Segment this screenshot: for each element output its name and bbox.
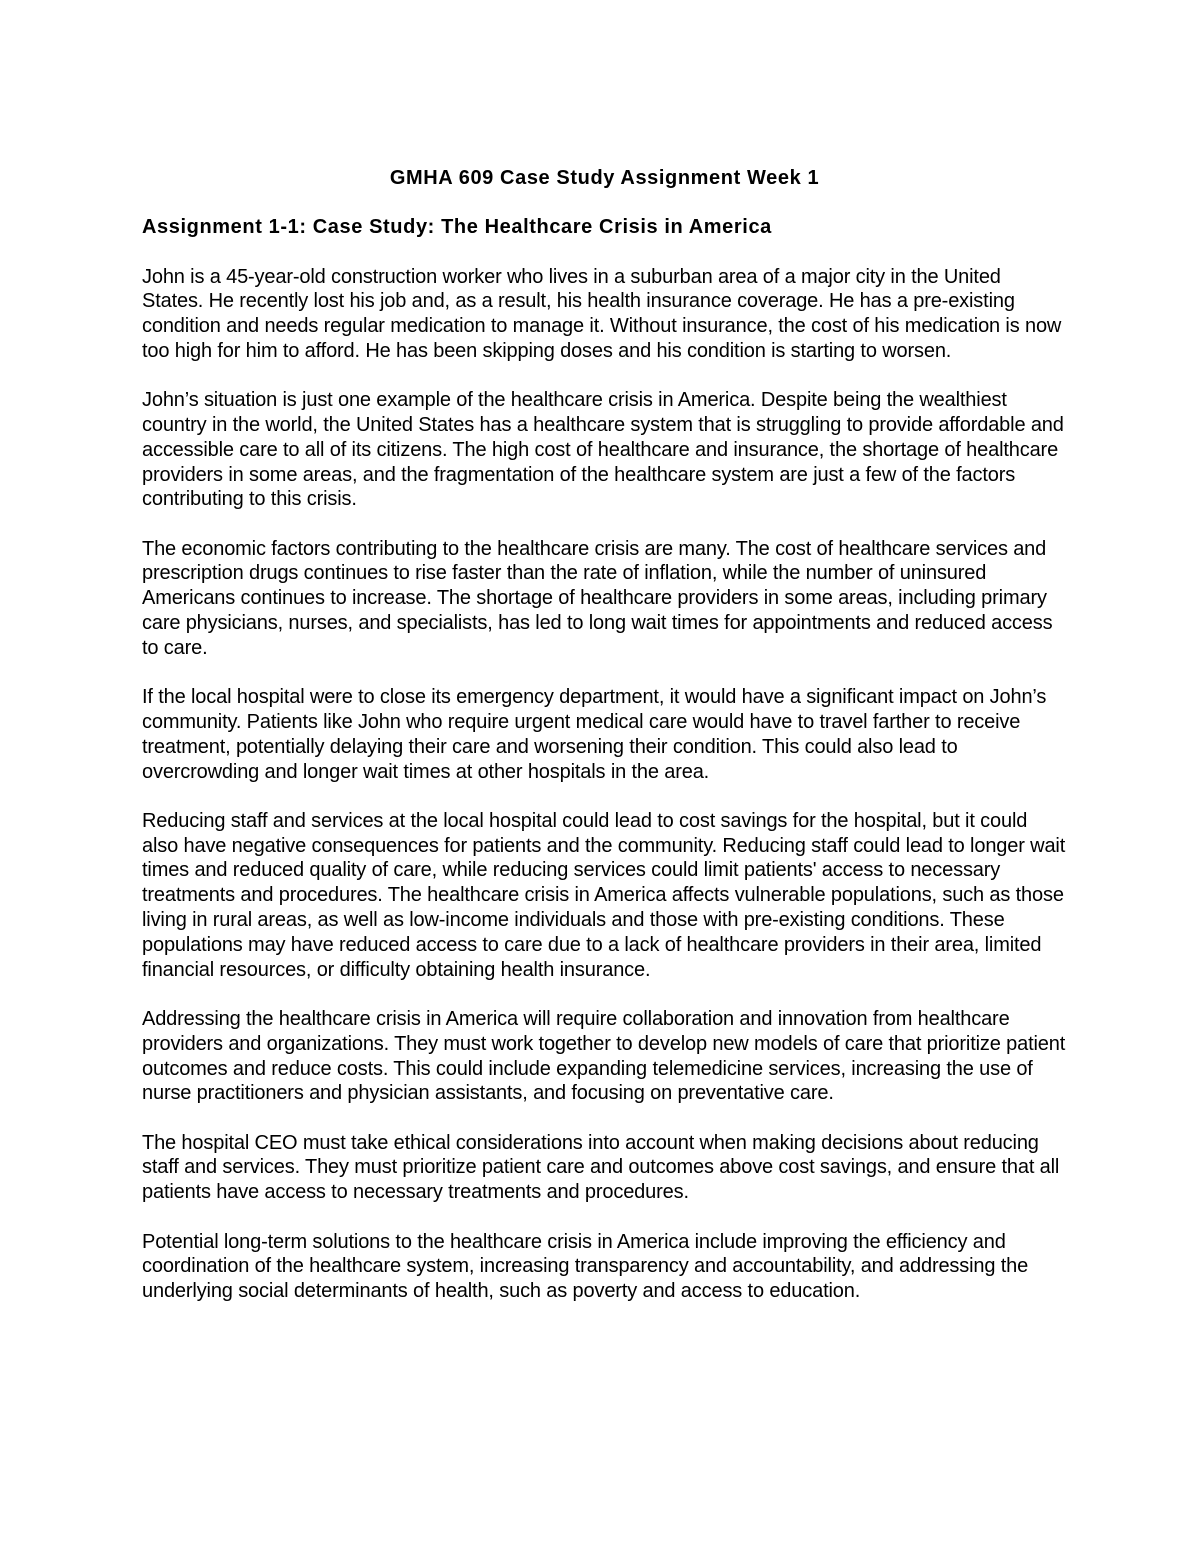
paragraph-emergency-department: If the local hospital were to close its emergency department, it would have a significant impact on John’s community. Patients like John who require urgent medical care would have to travel farther to receive treatment, potentially delaying their care and worsening their condition. This could also lead to overcrowding and longer wait times at other hospitals in the area. [142,686,1047,783]
paragraph-long-term-solutions: Potential long-term solutions to the healthcare crisis in America include improving the efficiency and coordination of the healthcare system, increasing transparency and accountability, and addressing the underlying social determinants of health, such as poverty and access to education. [142,1230,1029,1303]
paragraph-economic-factors: The economic factors contributing to the healthcare crisis are many. The cost of healthcare services and prescription drugs continues to rise faster than the rate of inflation, while the number of uninsured Americans continues to increase. The shortage of healthcare providers in some areas, including primary care physicians, nurses, and specialists, has led to long wait times for appointments and reduced access to care. [142,537,1053,659]
paragraph-addressing-crisis: Addressing the healthcare crisis in America will require collaboration and innovation from healthcare providers and organizations. They must work together to develop new models of care that prioritize patient outcomes and reduce costs. This could include expanding telemedicine services, increasing the use of nurse practitioners and physician assistants, and focusing on preventative care. [142,1007,1066,1105]
document-title: GMHA 609 Case Study Assignment Week 1 [389,167,820,189]
assignment-heading: Assignment 1-1: Case Study: The Healthcare Crisis in America [142,216,772,238]
paragraph-reducing-staff: Reducing staff and services at the local hospital could lead to cost savings for the hospital, but it could also have negative consequences for patients and the community. Reducing staff could lead to longer wait times and reduced quality of care, while reducing services could limit patients' access to necessary treatments and procedures. The healthcare crisis in America affects vulnerable populations, such as those living in rural areas, as well as low-income individuals and those with pre-existing conditions. These populations may have reduced access to care due to a lack of healthcare providers in their area, limited financial resources, or difficulty obtaining health insurance. [142,809,1066,981]
paragraph-john-situation: John is a 45-year-old construction worker who lives in a suburban area of a major city in the United States. He recently lost his job and, as a result, his health insurance coverage. He has a pre-existing condition and needs regular medication to manage it. Without insurance, the cost of his medication is now too high for him to afford. He has been skipping doses and his condition is starting to worsen. [142,265,1062,362]
paragraph-crisis-example: John’s situation is just one example of the healthcare crisis in America. Despite being the wealthiest country in the world, the United States has a healthcare system that is struggling to provide affordable and accessible care to all of its citizens. The high cost of healthcare and insurance, the shortage of healthcare providers in some areas, and the fragmentation of the healthcare system are just a few of the factors contributing to this crisis. [142,389,1064,511]
paragraph-ceo-ethics: The hospital CEO must take ethical considerations into account when making decisions about reducing staff and services. They must prioritize patient care and outcomes above cost savings, and ensure that all patients have access to necessary treatments and procedures. [142,1131,1060,1204]
document-body [142,166,1067,1304]
